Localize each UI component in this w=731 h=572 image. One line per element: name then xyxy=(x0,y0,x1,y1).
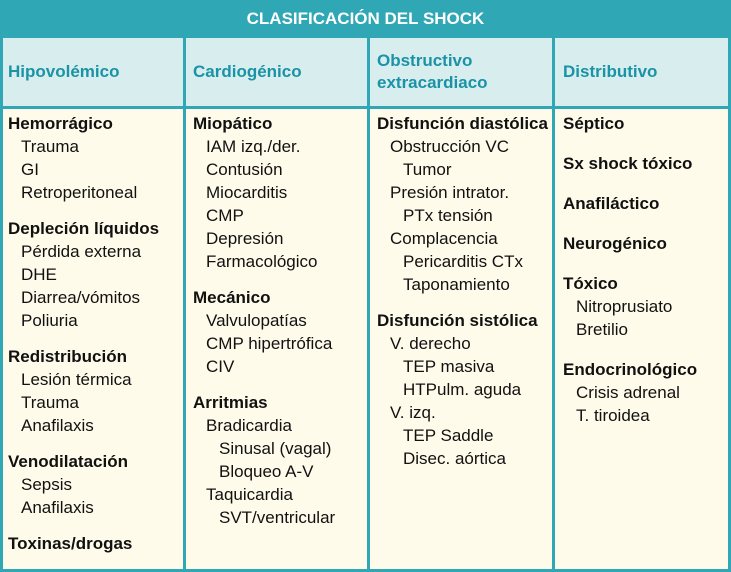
category-label: Depleción líquidos xyxy=(8,219,160,238)
category-label: Hemorrágico xyxy=(8,114,113,133)
subitem-label: HTPulm. aguda xyxy=(403,380,522,399)
subitem-label: Poliuria xyxy=(21,311,78,330)
header-obstructivo: Obstructivo extracardiaco xyxy=(377,51,488,92)
category-label: Anafiláctico xyxy=(563,194,660,213)
subitem-label: Pérdida externa xyxy=(21,242,142,261)
header-cardiogenico: Cardiogénico xyxy=(193,62,302,81)
subitem-label: Complacencia xyxy=(390,229,498,248)
subitem-label: Lesión térmica xyxy=(21,370,132,389)
subitem-label: SVT/ventricular xyxy=(219,508,336,527)
subitem-label: Anafilaxis xyxy=(21,416,94,435)
subitem-label: Obstrucción VC xyxy=(390,137,510,156)
category-label: Séptico xyxy=(563,114,625,133)
subitem-label: Farmacológico xyxy=(206,252,318,271)
table-title: CLASIFICACIÓN DEL SHOCK xyxy=(0,0,731,38)
category-label: Miopático xyxy=(193,114,273,133)
subitem-label: Taquicardia xyxy=(206,485,293,504)
header-row xyxy=(0,38,731,106)
subitem-label: Bloqueo A-V xyxy=(219,462,314,481)
subitem-label: Valvulopatías xyxy=(206,311,307,330)
subitem-label: Pericarditis CTx xyxy=(403,252,523,271)
subitem-label: IAM izq./der. xyxy=(206,137,301,156)
category-label: Redistribución xyxy=(8,347,128,366)
column-divider xyxy=(367,38,370,572)
category-label: Endocrinológico xyxy=(563,360,698,379)
category-label: Venodilatación xyxy=(8,452,128,471)
subitem-label: Taponamiento xyxy=(403,275,510,294)
subitem-label: Sepsis xyxy=(21,475,73,494)
subitem-label: Retroperitoneal xyxy=(21,183,138,202)
category-label: Toxinas/drogas xyxy=(8,534,133,553)
subitem-label: TEP masiva xyxy=(403,357,495,376)
category-label: Arritmias xyxy=(193,393,268,412)
subitem-label: Crisis adrenal xyxy=(576,383,680,402)
category-label: Disfunción sistólica xyxy=(377,311,538,330)
category-label: Tóxico xyxy=(563,274,618,293)
subitem-label: TEP Saddle xyxy=(403,426,494,445)
subitem-label: Bradicardia xyxy=(206,416,292,435)
subitem-label: Nitroprusiato xyxy=(576,297,673,316)
subitem-label: V. izq. xyxy=(390,403,436,422)
subitem-label: Contusión xyxy=(206,160,283,179)
subitem-label: Presión intrator. xyxy=(390,183,510,202)
subitem-label: Trauma xyxy=(21,393,79,412)
subitem-label: CMP hipertrófica xyxy=(206,334,333,353)
header-distributivo: Distributivo xyxy=(563,62,658,81)
column-divider xyxy=(183,38,186,572)
category-label: Sx shock tóxico xyxy=(563,154,693,173)
subitem-label: Sinusal (vagal) xyxy=(219,439,332,458)
subitem-label: Bretilio xyxy=(576,320,628,339)
subitem-label: Diarrea/vómitos xyxy=(21,288,141,307)
subitem-label: CMP xyxy=(206,206,244,225)
subitem-label: Anafilaxis xyxy=(21,498,94,517)
subitem-label: DHE xyxy=(21,265,57,284)
subitem-label: GI xyxy=(21,160,39,179)
subitem-label: Tumor xyxy=(403,160,452,179)
left-border xyxy=(0,38,3,572)
category-label: Neurogénico xyxy=(563,234,667,253)
subitem-label: CIV xyxy=(206,357,235,376)
subitem-label: Depresión xyxy=(206,229,284,248)
category-label: Mecánico xyxy=(193,288,271,307)
subitem-label: PTx tensión xyxy=(403,206,493,225)
subitem-label: Miocarditis xyxy=(206,183,288,202)
subitem-label: Trauma xyxy=(21,137,79,156)
header-hipovolemico: Hipovolémico xyxy=(8,62,120,81)
subitem-label: T. tiroidea xyxy=(576,406,650,425)
column-divider xyxy=(552,38,555,572)
category-label: Disfunción diastólica xyxy=(377,114,548,133)
subitem-label: Disec. aórtica xyxy=(403,449,506,468)
subitem-label: V. derecho xyxy=(390,334,471,353)
header-divider xyxy=(0,106,731,109)
